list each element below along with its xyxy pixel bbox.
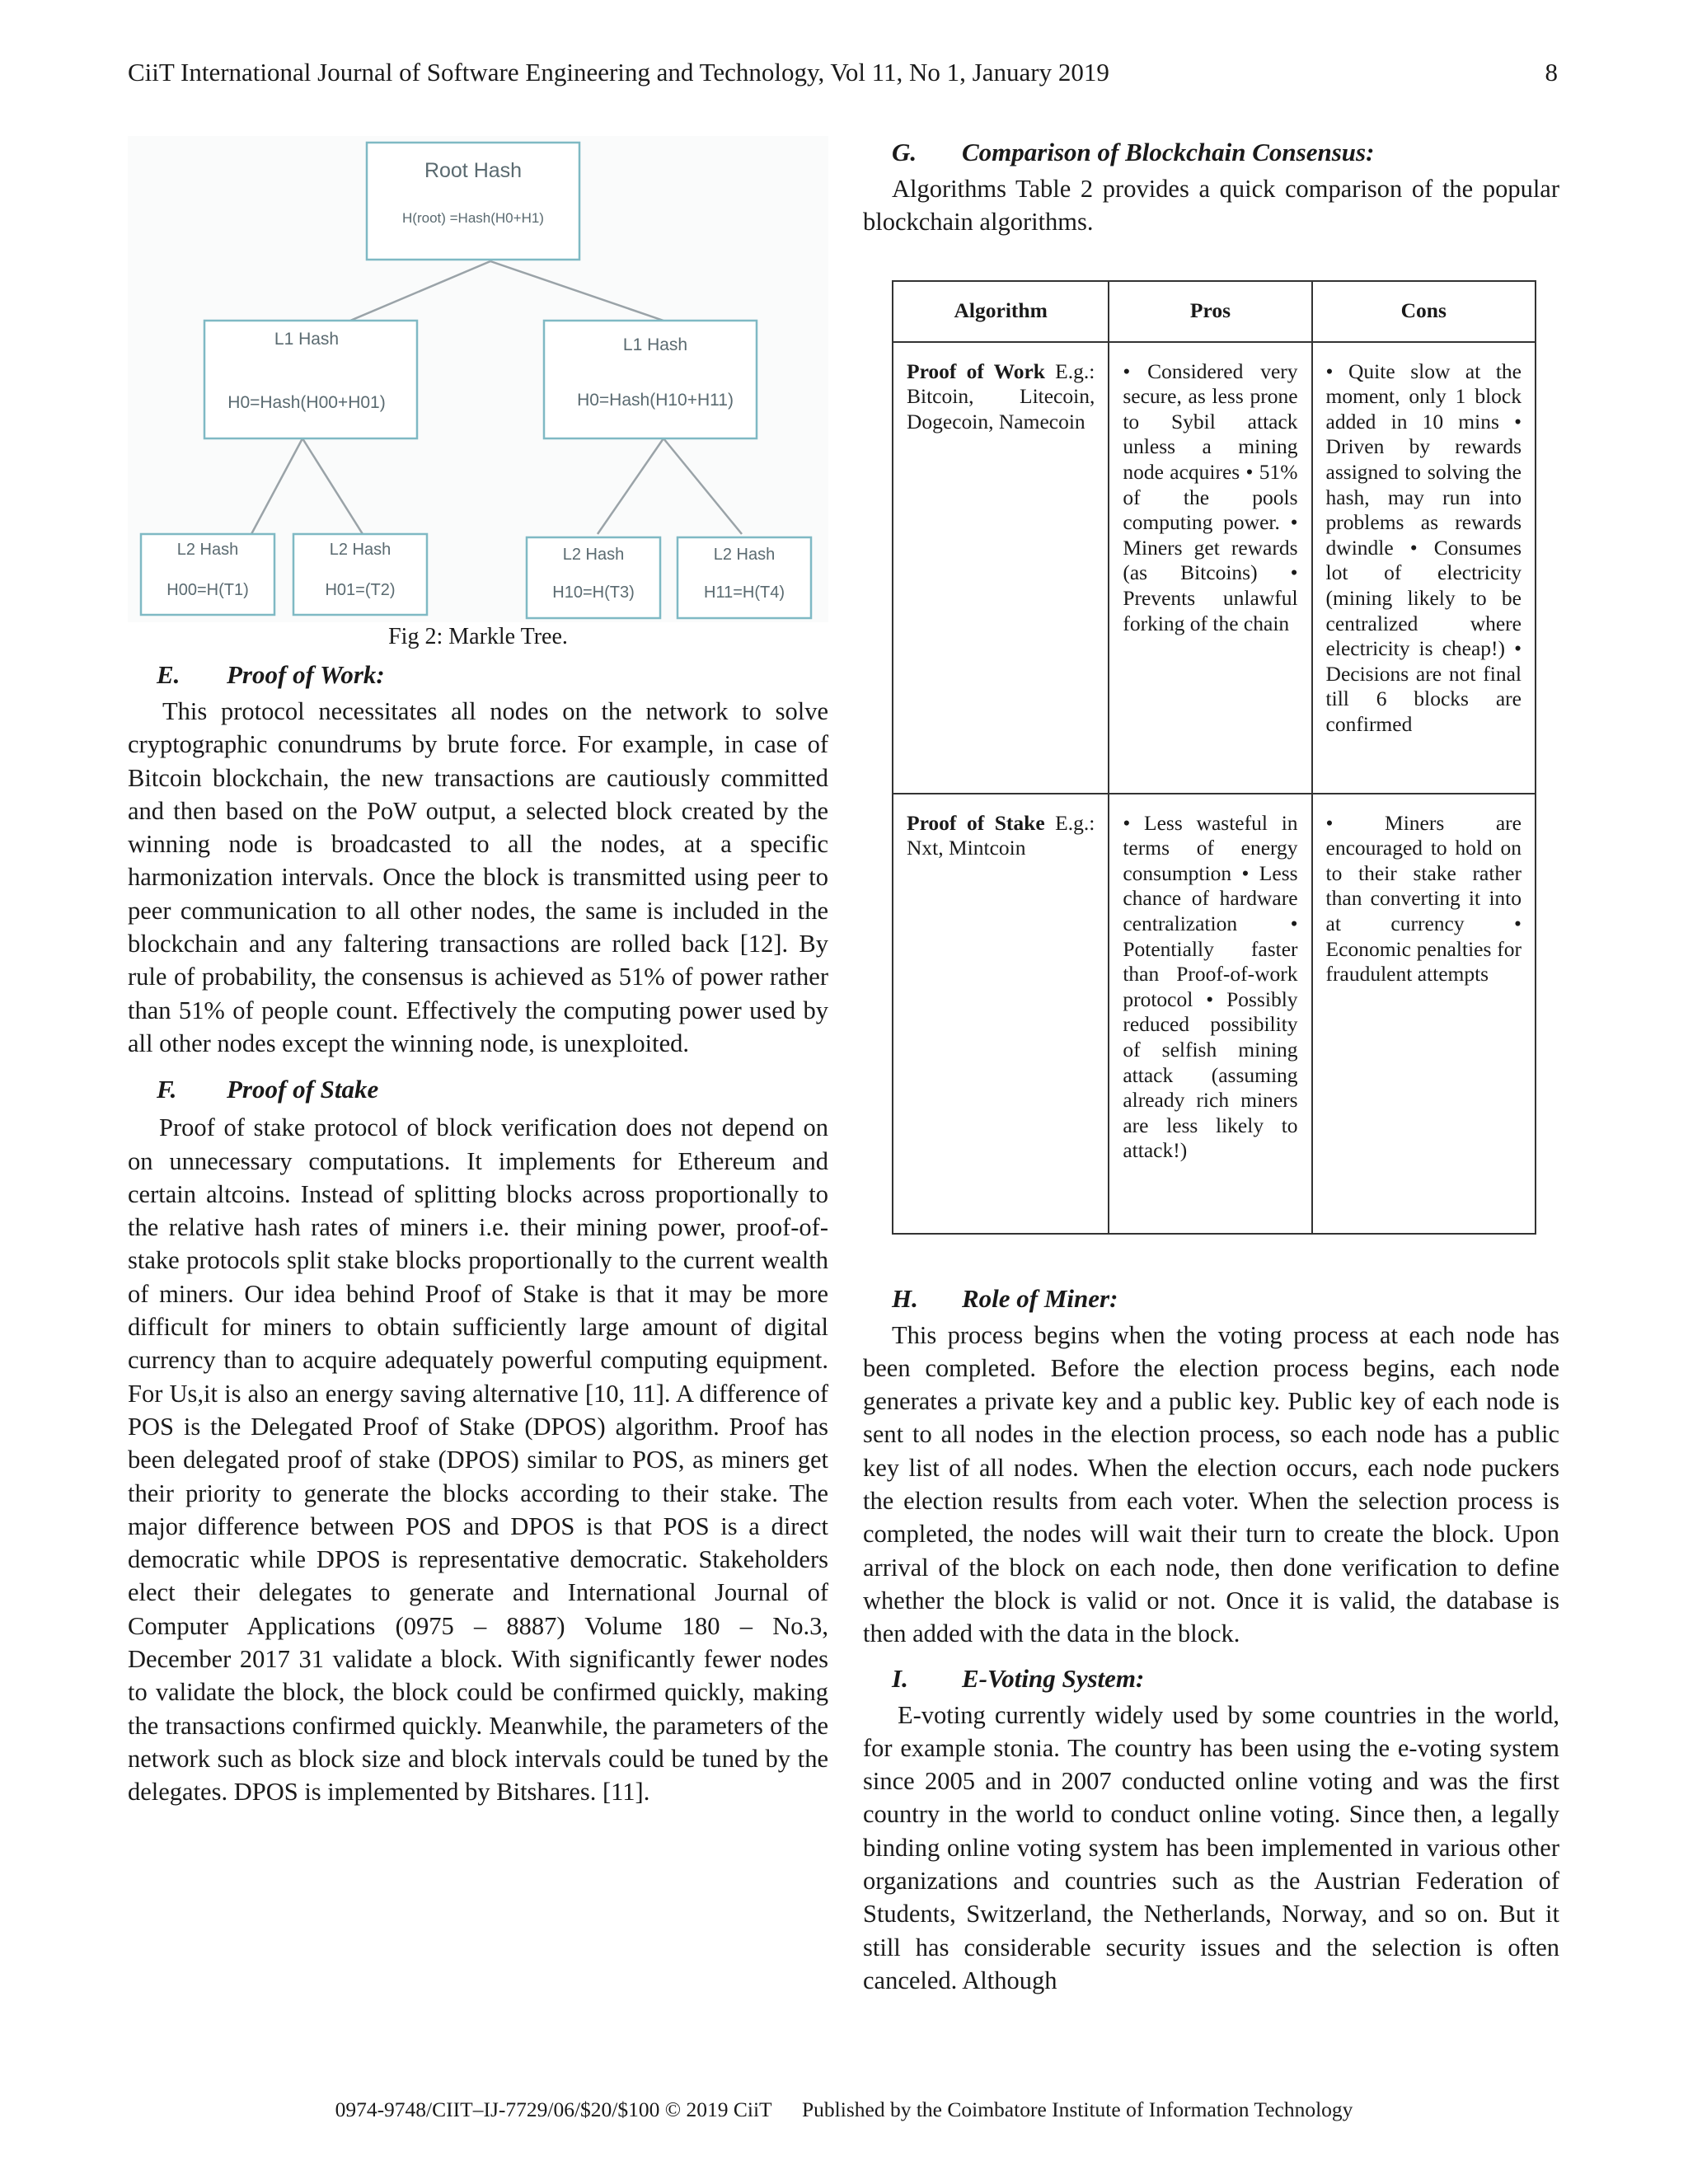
l2-4-title: L2 Hash [713, 546, 776, 564]
section-body-e: This protocol necessitates all nodes on the network to solve cryptographic conundrums by brute force. For example, in case of Bitcoin blockchain, the new transactions are cautiously committed and then based on the PoW output, a selected block created by the winning node is broadcasted to all the nodes, at a specific harmonization intervals. Once the block is transmitted using peer to peer communication to all other nodes, the same is included in the blockchain and any faltering transactions are rolled back [12]. By rule of probability, the consensus is achieved as 51% of power rather than 51% of people count. Effectively the computing power used by all other nodes except the winning node, is unexploited. [128, 697, 828, 1057]
section-body-i: E-voting currently widely used by some countries in the world, for example stonia. The country has been using the e-voting system since 2005 and in 2007 conducted online voting and was the first country in the world to conduct online voting. Since then, a legally binding online voting system has been implemented in various other organizations and countries such as the Austrian Federation of Students, Switzerland, the Netherlands, Norway, and so on. But it still has considerable security issues and the selection is often canceled. Although [863, 1700, 1559, 1994]
edge-l1b-l2c [598, 438, 663, 534]
algorithm-name: Proof of Work [907, 359, 1045, 383]
l2-2-formula: H01=(T2) [325, 581, 396, 599]
section-title: Proof of Stake [227, 1075, 379, 1104]
l2-1-title: L2 Hash [176, 541, 239, 559]
edge-l1a-l2b [302, 438, 363, 534]
section-body-h: This process begins when the voting process at each node has been completed. Before the election process begins, each node generates a private key and a public key. Public key of each node is sent to all nodes in the election process, so each node has a public key list of all nodes. When the election occurs, each node puckers the election results from each voter. When the selection process is completed, the nodes will wait their turn to create the block. Upon arrival of the block on each node, then done verification to define whether the block is valid or not. Once it is valid, the database is then added with the data in the block. [863, 1320, 1559, 1648]
journal-title: CiiT International Journal of Software Engineering and Technology, Vol 11, No 1, January 2019 [128, 58, 1109, 87]
pros-cell: • Less wasteful in terms of energy consumption • Less chance of hardware centralization • Potentially faster than Proof-of-work protocol • Possibly reduced possibility of selfish mining attack (assuming already rich miners are less likely to attack!) [1109, 794, 1311, 1234]
merkle-tree-diagram [128, 136, 828, 622]
page-number: 8 [1545, 58, 1558, 87]
section-letter: F. [157, 1075, 177, 1104]
algorithm-examples: E.g.: Bitcoin, Litecoin, Dogecoin, Namecoin [907, 359, 1095, 434]
edge-l1a-l2a [251, 438, 302, 534]
left-column [128, 136, 828, 1809]
algorithm-examples: E.g.: Nxt, Mintcoin [907, 810, 1095, 860]
algorithm-cell [893, 342, 1109, 794]
edge-root-l1b [490, 261, 663, 321]
section-letter: H. [892, 1283, 918, 1313]
header-cons: Cons [1312, 281, 1536, 342]
section-letter: E. [157, 660, 181, 689]
section-heading-g [892, 136, 1559, 169]
section-title: Comparison of Blockchain Consensus: [962, 138, 1375, 166]
l2-2-title: L2 Hash [329, 541, 392, 559]
header-algorithm: Algorithm [893, 281, 1109, 342]
root-hash-formula: H(root) =Hash(H0+H1) [402, 210, 544, 226]
section-body-f: Proof of stake protocol of block verification does not depend on on unnecessary computations. It implements for Ethereum and certain altcoins. Instead of splitting blocks across proportionally to the relative hash rates of miners i.e. their mining power, proof-of-stake protocols split stake blocks proportionally to the current wealth of miners. Our idea behind Proof of Stake is that it may be more difficult for miners to obtain sufficiently large amount of digital currency than to acquire adequately powerful computing equipment. For Us,it is also an energy saving alternative [10, 11]. A difference of POS is the Delegated Proof of Stake (DPOS) algorithm. Proof has been delegated proof of stake (DPOS) similar to POS, as miners get their priority to generate the blocks according to their stake. The major difference between POS and DPOS is that POS is a direct democratic while DPOS is representative democratic. Stakeholders elect their delegates to generate and International Journal of Computer Applications (0975 – 8887) Volume 180 – No.3, December 2017 31 validate a block. With significantly fewer nodes to validate the block, the block could be confirmed quickly, making the transactions confirmed quickly. Meanwhile, the parameters of the network such as block size and block intervals could be tuned by the delegates. DPOS is implemented by Bitshares. [11]. [128, 1113, 828, 1807]
right-column [863, 136, 1559, 1997]
l1-left-formula: H0=Hash(H00+H01) [227, 393, 386, 412]
footer-issn: 0974-9748/CIIT–IJ-7729/06/$20/$100 © 2019 CiiT [335, 2097, 772, 2121]
page-header [128, 58, 1558, 87]
l2-4-formula: H11=H(T4) [704, 583, 785, 602]
table-row [893, 342, 1536, 794]
pros-cell: • Considered very secure, as less prone to Sybil attack unless a mining node acquires • 51% of the pools computing power. • Miners get rewards (as Bitcoins) • Prevents unlawful forking of the chain [1109, 342, 1311, 794]
l1-right-formula: H0=Hash(H10+H11) [577, 391, 734, 410]
section-letter: G. [892, 138, 917, 166]
cons-cell: • Quite slow at the moment, only 1 block added in 10 mins • Driven by rewards assigned to solving the hash, may run into problems as rewards dwindle • Consumes lot of electricity (mining likely to be centralized where electricity is cheap!) • Decisions are not final till 6 blocks are confirmed [1312, 342, 1536, 794]
l2-3-formula: H10=H(T3) [552, 583, 635, 602]
section-letter: I. [892, 1663, 908, 1693]
consensus-comparison-table [892, 280, 1536, 1235]
section-title: E-Voting System: [962, 1663, 1145, 1693]
l2-3-title: L2 Hash [562, 546, 625, 564]
root-hash-title: Root Hash [424, 159, 523, 182]
l1-left-title: L1 Hash [274, 330, 340, 349]
section-title: Role of Miner: [962, 1283, 1118, 1313]
section-heading-i [892, 1662, 1559, 1695]
l1-right-title: L1 Hash [622, 335, 688, 354]
cons-cell: • Miners are encouraged to hold on to their stake rather than converting it into at currency • Economic penalties for fraudulent attempts [1312, 794, 1536, 1234]
edge-l1b-l2d [663, 438, 742, 534]
section-heading-e [157, 658, 828, 691]
footer-publisher: Published by the Coimbatore Institute of Information Technology [802, 2097, 1353, 2121]
edge-root-l1a [350, 261, 490, 321]
figure-caption: Fig 2: Markle Tree. [388, 624, 568, 649]
algorithm-name: Proof of Stake [907, 810, 1045, 835]
header-pros: Pros [1109, 281, 1311, 342]
page-footer [0, 2097, 1688, 2122]
merkle-tree-figure [128, 136, 828, 622]
section-body-g: Algorithms Table 2 provides a quick comparison of the popular blockchain algorithms. [863, 175, 1559, 237]
algorithm-cell [893, 794, 1109, 1234]
section-heading-f [157, 1073, 828, 1106]
section-title: Proof of Work: [227, 660, 385, 689]
table-row [893, 794, 1536, 1234]
table-header-row [893, 281, 1536, 342]
l2-1-formula: H00=H(T1) [166, 581, 249, 599]
section-heading-h [892, 1282, 1559, 1315]
